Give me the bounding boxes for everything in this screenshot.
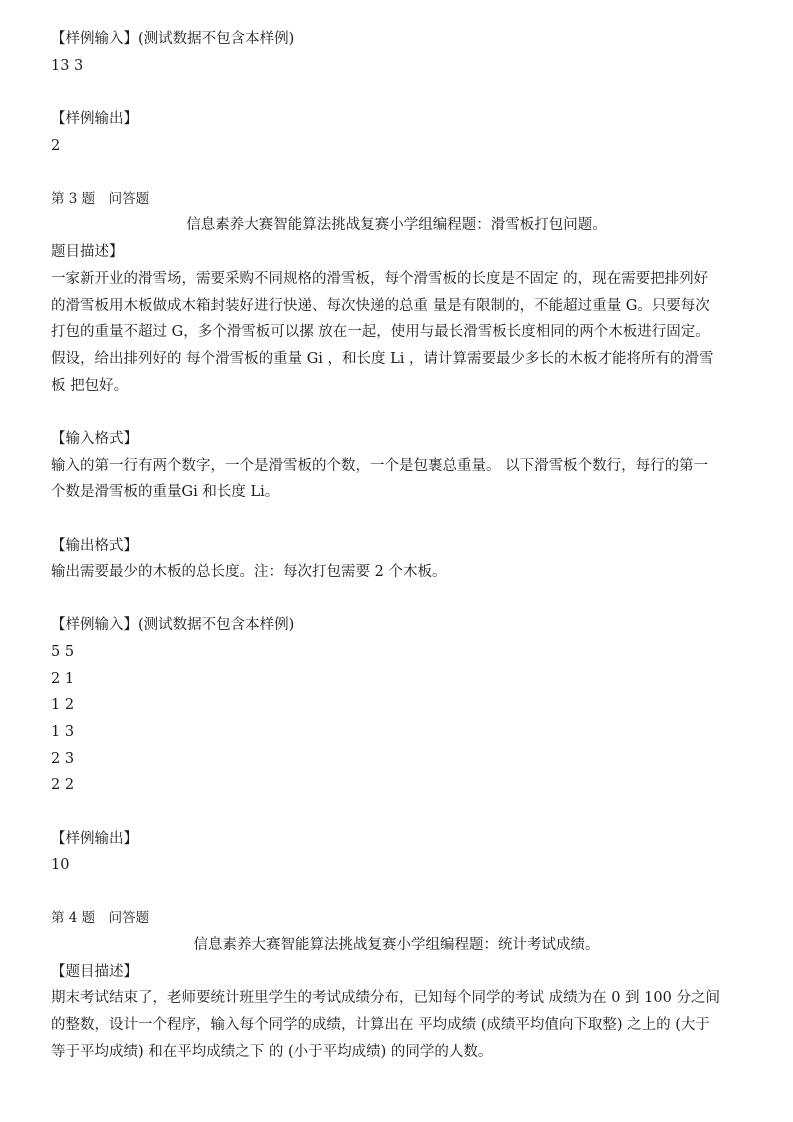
q3-input-heading: 【输入格式】: [51, 431, 138, 447]
q3-sample-output-value: 10: [51, 857, 70, 873]
q3-sample-input-line: 2 2: [51, 777, 75, 793]
sample-input-heading: 【样例输入】(测试数据不包含本样例): [51, 31, 295, 47]
q4-desc-line: 期末考试结束了，老师要统计班里学生的考试成绩分布，已知每个同学的考试 成绩为在 0 到 100 分之间: [51, 990, 720, 1006]
q3-desc-line: 板 把包好。: [51, 378, 129, 394]
q3-sample-input-line: 1 2: [51, 697, 75, 713]
q3-sample-input-line: 2 1: [51, 671, 75, 687]
q3-title: 信息素养大赛智能算法挑战复赛小学组编程题：滑雪板打包问题。: [186, 217, 607, 233]
sample-input-value: 13 3: [51, 58, 84, 74]
q3-input-line: 个数是滑雪板的重量Gi 和长度 Li。: [51, 484, 280, 500]
q3-sample-input-line: 5 5: [51, 644, 75, 660]
q4-desc-line: 的整数，设计一个程序，输入每个同学的成绩，计算出在 平均成绩 (成绩平均值向下取整) 之上的 (大于: [51, 1017, 710, 1033]
q4-number: 第 4 题 问答题: [51, 910, 150, 926]
q3-output-line: 输出需要最少的木板的总长度。注：每次打包需要 2 个木板。: [51, 564, 447, 580]
q3-desc-line: 一家新开业的滑雪场，需要采购不同规格的滑雪板，每个滑雪板的长度是不固定 的，现在需要把排列好: [51, 271, 709, 287]
q3-sample-input-heading: 【样例输入】(测试数据不包含本样例): [51, 617, 295, 633]
sample-output-value: 2: [51, 138, 61, 154]
q4-desc-heading: 【题目描述】: [51, 964, 138, 980]
q3-number: 第 3 题 问答题: [51, 191, 150, 207]
q3-desc-line: 打包的重量不超过 G，多个滑雪板可以摞 放在一起，使用与最长滑雪板长度相同的两个木板进行固定。: [51, 324, 710, 340]
q3-sample-output-heading: 【样例输出】: [51, 831, 138, 847]
q3-output-heading: 【输出格式】: [51, 538, 138, 554]
q3-desc-heading: 题目描述】: [51, 244, 124, 260]
sample-output-heading: 【样例输出】: [51, 111, 138, 127]
q4-desc-line: 等于平均成绩) 和在平均成绩之下 的 (小于平均成绩) 的同学的人数。: [51, 1044, 493, 1060]
q4-title: 信息素养大赛智能算法挑战复赛小学组编程题：统计考试成绩。: [193, 937, 600, 953]
q3-desc-line: 的滑雪板用木板做成木箱封装好进行快递、每次快递的总重 量是有限制的，不能超过重量 G。只要每次: [51, 298, 710, 314]
q3-sample-input-line: 2 3: [51, 751, 75, 767]
q3-sample-input-line: 1 3: [51, 724, 75, 740]
q3-desc-line: 假设，给出排列好的 每个滑雪板的重量 Gi ，和长度 Li ，请计算需要最少多长的木板才能将所有的滑雪: [51, 351, 714, 367]
q3-input-line: 输入的第一行有两个数字，一个是滑雪板的个数，一个是包裹总重量。 以下滑雪板个数行，每行的第一: [51, 458, 709, 474]
